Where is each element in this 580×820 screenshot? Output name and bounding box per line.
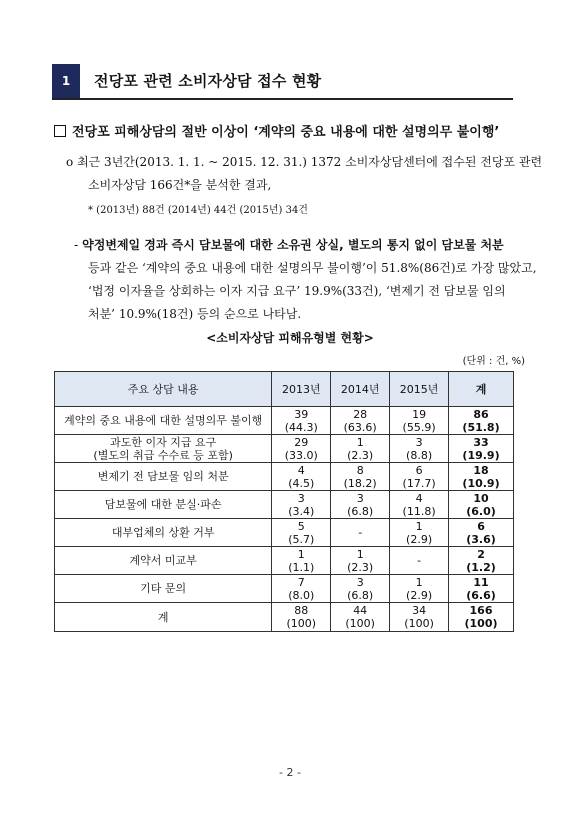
percent-value: (2.3) [347,448,374,462]
year-cell [390,547,449,575]
percent-value: (6.8) [347,588,374,602]
percent-value: (51.8) [462,420,500,434]
total-cell [449,463,514,491]
headline [54,121,499,140]
count-value: 1 [415,519,423,533]
year-cell [390,575,449,603]
count-value: 7 [297,575,305,589]
percent-value: (3.6) [466,532,496,546]
table-row [55,463,514,491]
column-header: 주요 상담 내용 [55,372,272,407]
row-label-line: 담보물에 대한 분실·파손 [104,498,222,511]
summary-line-1: 최근 3년간(2013. 1. 1. ~ 2015. 12. 31.) 1372 소비자상담센터에 접수된 전당포 관련 [77,155,543,169]
table-title: <소비자상담 피해유형별 현황> [206,331,374,345]
count-value: 6 [415,463,423,477]
page-number: - 2 - [279,766,301,779]
row-label [55,435,272,463]
percent-value: (100) [464,617,498,630]
count-value: 86 [473,407,489,421]
row-label [55,463,272,491]
year-cell [272,575,331,603]
percent-value: (100) [404,617,434,630]
year-cell [272,407,331,435]
total-cell [449,603,514,632]
column-header: 2013년 [272,372,331,407]
table-row [55,547,514,575]
total-cell [449,491,514,519]
year-cell [272,491,331,519]
count-value: 18 [473,463,489,477]
count-value: 166 [469,604,493,617]
count-value: 3 [356,491,364,505]
row-label-line: 계약서 미교부 [129,554,197,567]
year-cell [331,491,390,519]
percent-value: (19.9) [462,448,500,462]
column-header: 2015년 [390,372,449,407]
year-cell [272,463,331,491]
table-unit: (단위 : 건, %) [462,356,525,367]
count-value: 10 [473,491,489,505]
dash-bullet: - [74,238,79,252]
count-value: 44 [353,604,368,617]
column-header: 계 [449,372,514,407]
count-value: 2 [477,547,485,561]
percent-value: (55.9) [402,420,436,434]
table-row [55,575,514,603]
percent-value: (33.0) [284,448,318,462]
row-label-line: 계약의 중요 내용에 대한 설명의무 불이행 [64,414,263,427]
row-label-line: 변제기 전 담보물 임의 처분 [97,470,229,483]
year-cell [331,435,390,463]
total-cell [449,547,514,575]
count-value: 3 [356,575,364,589]
percent-value: (44.3) [284,420,318,434]
year-cell [272,519,331,547]
total-cell [449,575,514,603]
count-value: 6 [477,519,485,533]
count-value: - [417,554,422,567]
percent-value: (10.9) [462,476,500,490]
total-cell [449,519,514,547]
circle-bullet-icon: ο [66,155,74,169]
count-value: - [358,526,363,539]
count-value: 88 [294,604,309,617]
count-value: 1 [356,547,364,561]
count-value: 11 [473,575,489,589]
percent-value: (17.7) [402,476,436,490]
count-value: 4 [297,463,305,477]
section-title: 전당포 관련 소비자상담 접수 현황 [94,72,322,90]
count-value: 4 [415,491,423,505]
year-cell [390,491,449,519]
percent-value: (5.7) [288,532,315,546]
table-row [55,407,514,435]
year-cell [390,407,449,435]
table-row [55,519,514,547]
count-value: 19 [412,407,427,421]
summary-line-2: 소비자상담 166건*을 분석한 결과, [88,178,272,192]
footnote: * (2013년) 88건 (2014년) 44건 (2015년) 34건 [88,205,308,216]
count-value: 39 [294,407,309,421]
count-value: 28 [353,407,368,421]
year-cell [331,519,390,547]
table-row [55,491,514,519]
count-value: 34 [412,604,427,617]
checkbox-bullet-icon [54,125,66,137]
percent-value: (6.8) [347,504,374,518]
count-value: 1 [415,575,423,589]
row-label [55,547,272,575]
column-header: 2014년 [331,372,390,407]
finding-line-2: 등과 같은 ‘계약의 중요 내용에 대한 설명의무 불이행’이 51.8%(86건)로 가장 많았고, [88,261,537,275]
count-value: 3 [415,435,423,449]
headline-text: 전당포 피해상담의 절반 이상이 ‘계약의 중요 내용에 대한 설명의무 불이행’ [72,125,500,140]
percent-value: (100) [345,617,375,630]
count-value: 29 [294,435,309,449]
row-label [55,603,272,632]
year-cell [390,519,449,547]
percent-value: (2.9) [406,532,433,546]
percent-value: (8.8) [406,448,433,462]
percent-value: (63.6) [343,420,377,434]
year-cell [331,603,390,632]
percent-value: (1.2) [466,560,496,574]
finding-line-1: 약정변제일 경과 즉시 담보물에 대한 소유권 상실, 별도의 통지 없이 담보물 처분 [82,238,504,252]
percent-value: (8.0) [288,588,315,602]
percent-value: (18.2) [343,476,377,490]
row-label-line: 기타 문의 [140,582,187,595]
year-cell [390,435,449,463]
count-value: 1 [356,435,364,449]
table-header-row [55,372,514,407]
section-number-badge: 1 [52,64,80,98]
year-cell [331,547,390,575]
year-cell [331,575,390,603]
percent-value: (11.8) [402,504,436,518]
consultation-table [54,371,514,632]
row-label [55,491,272,519]
percent-value: (2.9) [406,588,433,602]
row-label-line: (별도의 취급 수수료 등 포함) [93,448,233,462]
finding-paragraph [74,234,537,326]
year-cell [272,547,331,575]
percent-value: (6.6) [466,588,496,602]
finding-line-3: ‘법정 이자율을 상회하는 이자 지급 요구’ 19.9%(33건), ‘변제기 전 담보물 임의 [88,284,506,298]
row-label [55,519,272,547]
percent-value: (1.1) [288,560,315,574]
total-cell [449,435,514,463]
year-cell [331,407,390,435]
row-label-line: 계 [157,610,169,624]
year-cell [390,463,449,491]
count-value: 5 [297,519,305,533]
table-row [55,603,514,632]
table-row [55,435,514,463]
year-cell [272,603,331,632]
finding-line-4: 처분’ 10.9%(18건) 등의 순으로 나타남. [88,307,302,321]
count-value: 3 [297,491,305,505]
percent-value: (4.5) [288,476,315,490]
percent-value: (3.4) [288,504,315,518]
summary-paragraph [66,151,542,197]
year-cell [272,435,331,463]
percent-value: (100) [286,617,317,630]
row-label-line: 과도한 이자 지급 요구 [110,435,217,449]
count-value: 33 [473,435,489,449]
percent-value: (2.3) [347,560,374,574]
percent-value: (6.0) [466,504,496,518]
total-cell [449,407,514,435]
row-label [55,575,272,603]
year-cell [331,463,390,491]
row-label-line: 대부업체의 상환 거부 [111,526,215,539]
row-label [55,407,272,435]
year-cell [390,603,449,632]
section-header [52,64,513,100]
count-value: 8 [356,463,364,477]
count-value: 1 [297,547,305,561]
